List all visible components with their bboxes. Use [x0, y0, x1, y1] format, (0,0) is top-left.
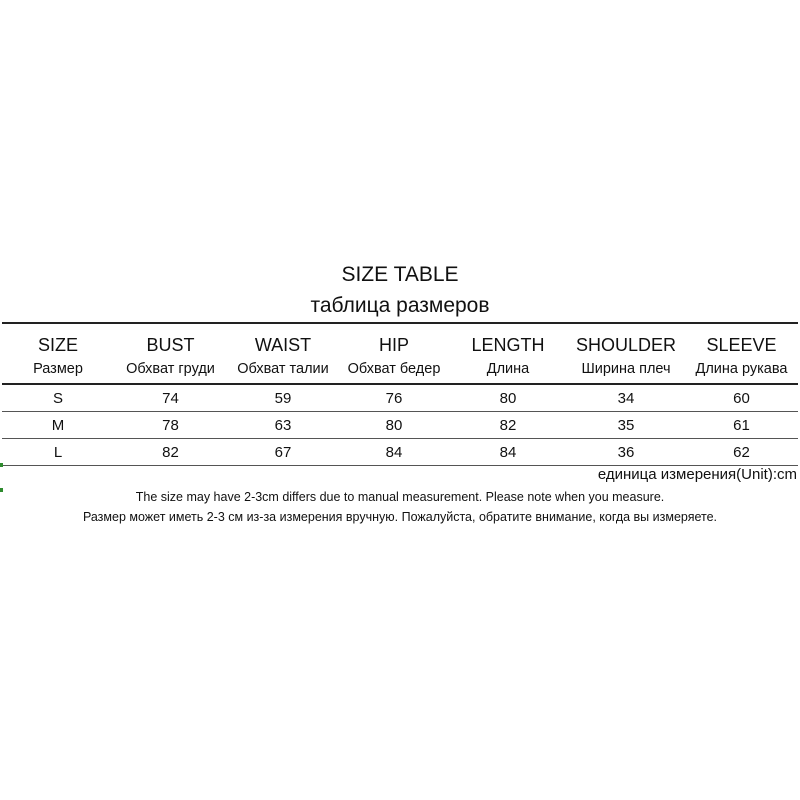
table-cell: 36	[567, 439, 685, 466]
header-length: LENGTH	[449, 323, 567, 359]
size-table	[2, 322, 798, 466]
header-waist: WAIST	[227, 323, 339, 359]
table-cell: 80	[449, 384, 567, 412]
table-cell: 76	[339, 384, 449, 412]
table-cell: 78	[114, 412, 227, 439]
table-cell: 59	[227, 384, 339, 412]
header-waist-ru: Обхват талии	[227, 359, 339, 384]
table-cell: 35	[567, 412, 685, 439]
table-cell: 67	[227, 439, 339, 466]
edge-mark	[0, 463, 3, 467]
table-cell: L	[2, 439, 114, 466]
table-cell: 84	[449, 439, 567, 466]
table-cell: 84	[339, 439, 449, 466]
header-bust: BUST	[114, 323, 227, 359]
table-cell: 82	[114, 439, 227, 466]
table-row	[2, 439, 798, 466]
header-size-ru: Размер	[2, 359, 114, 384]
size-table-title-ru: таблица размеров	[310, 294, 490, 317]
table-cell: 62	[685, 439, 798, 466]
table-cell: 60	[685, 384, 798, 412]
header-hip-ru: Обхват бедер	[339, 359, 449, 384]
table-cell: 80	[339, 412, 449, 439]
header-hip: HIP	[339, 323, 449, 359]
header-sleeve: SLEEVE	[685, 323, 798, 359]
table-cell: M	[2, 412, 114, 439]
measurement-note-ru: Размер может иметь 2-3 см из-за измерения вручную. Пожалуйста, обратите внимание, когда вы измеряете.	[82, 510, 718, 524]
table-cell: 63	[227, 412, 339, 439]
table-row	[2, 412, 798, 439]
header-shoulder-ru: Ширина плеч	[567, 359, 685, 384]
header-row-en	[2, 323, 798, 359]
measurement-note-en: The size may have 2-3cm differs due to manual measurement. Please note when you measure.	[135, 490, 665, 504]
size-table-title: SIZE TABLE	[341, 263, 459, 286]
table-cell: 61	[685, 412, 798, 439]
table-cell: S	[2, 384, 114, 412]
header-size: SIZE	[2, 323, 114, 359]
header-sleeve-ru: Длина рукава	[685, 359, 798, 384]
header-length-ru: Длина	[449, 359, 567, 384]
header-shoulder: SHOULDER	[567, 323, 685, 359]
table-cell: 82	[449, 412, 567, 439]
table-row	[2, 384, 798, 412]
header-row-ru	[2, 359, 798, 384]
table-cell: 74	[114, 384, 227, 412]
table-cell: 34	[567, 384, 685, 412]
header-bust-ru: Обхват груди	[114, 359, 227, 384]
unit-note: единица измерения(Unit):cm	[597, 466, 797, 483]
